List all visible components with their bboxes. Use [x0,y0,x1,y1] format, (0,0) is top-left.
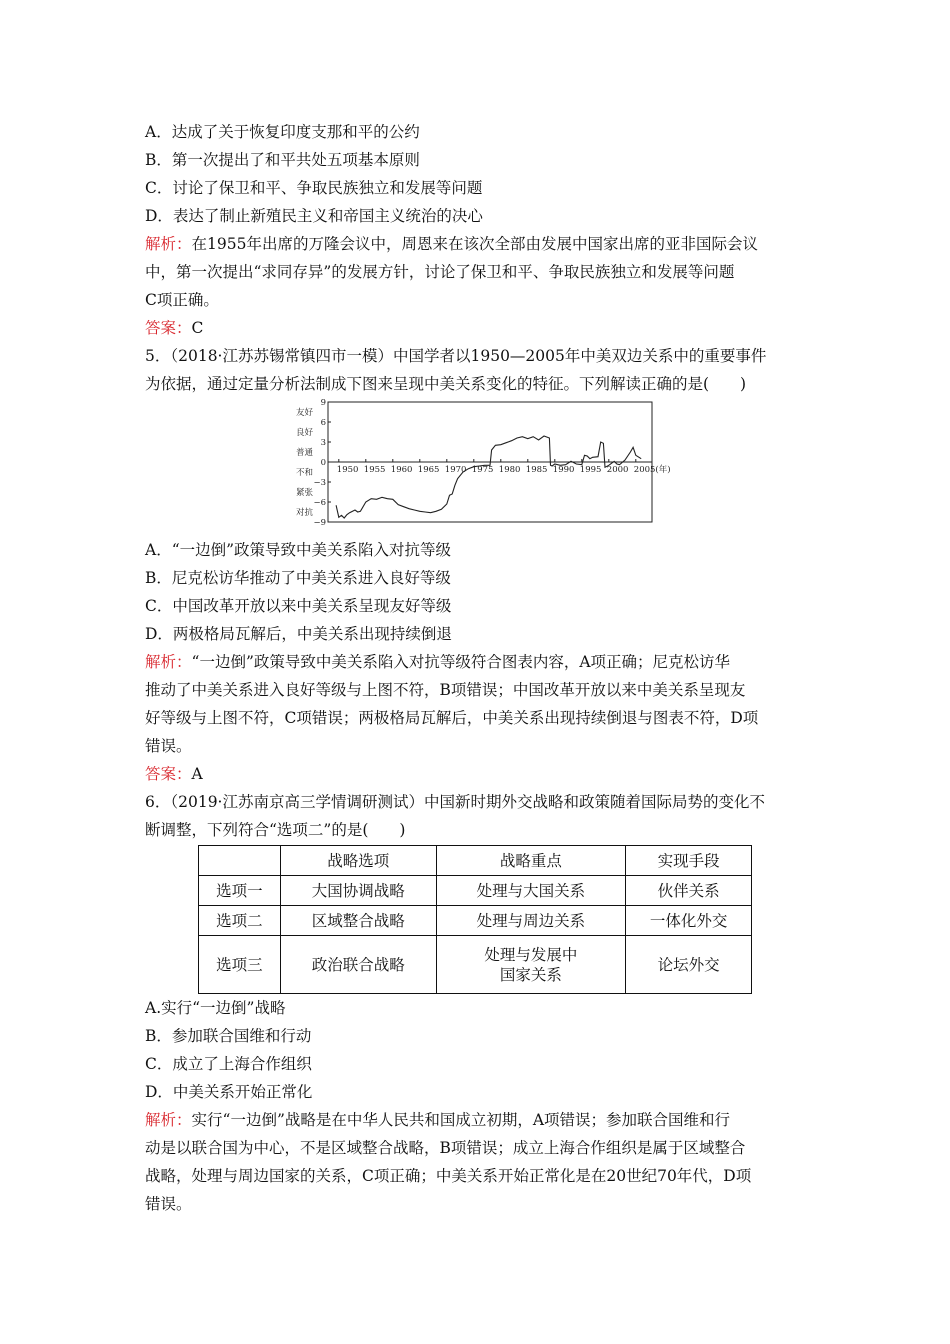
x-tick-label: 1965 [417,465,440,475]
q4-analysis-line-2: 中，第一次提出“求同存异”的发展方针，讨论了保卫和平、争取民族独立和发展等问题 [145,263,735,281]
table-cell: 大国协调战略 [280,876,436,906]
q4-analysis-text-1: 在1955年出席的万隆会议中，周恩来在该次全部由发展中国家出席的亚非国际会议 [191,235,758,253]
q6-option-b: B．参加联合国维和行动 [145,1027,312,1045]
q6-analysis-line-2: 动是以联合国为中心，不是区域整合战略，B项错误；成立上海合作组织是属于区域整合 [145,1139,746,1157]
q4-answer-label: 答案： [145,319,192,337]
q5-analysis-line-4: 错误。 [145,737,192,755]
q6-stem-line-2: 断调整，下列符合“选项二”的是( ) [145,821,406,839]
q5-analysis-line-1 [145,652,730,672]
q6-stem-line-1: 6．（2019·江苏南京高三学情调研测试）中国新时期外交战略和政策随着国际局势的变化不 [145,793,765,811]
q4-option-a: A．达成了关于恢复印度支那和平的公约 [145,123,420,141]
x-tick-label: 1990 [552,465,575,475]
level-label: 不和 [296,468,314,478]
q6-analysis-label: 解析： [145,1111,192,1129]
table-cell: 政治联合战略 [280,936,436,994]
q6-analysis-text-1: 实行“一边倒”战略是在中华人民共和国成立初期，A项错误；参加联合国维和行 [191,1111,731,1129]
q4-answer-value: C [191,319,204,337]
table-header-cell: 战略选项 [280,846,436,876]
table-cell: 处理与周边关系 [436,906,626,936]
y-tick-label: 3 [320,438,326,448]
table-row [199,876,752,906]
q4-option-d: D．表达了制止新殖民主义和帝国主义统治的决心 [145,207,483,225]
table-cell-line: 处理与发展中 [484,945,578,964]
x-tick-label: 1960 [390,465,413,475]
q5-option-a: A．“一边倒”政策导致中美关系陷入对抗等级 [145,541,452,559]
y-tick-label: 6 [320,418,326,428]
q6-analysis-line-1 [145,1110,730,1130]
q4-analysis-line-3: C项正确。 [145,291,219,309]
q4-answer [145,318,203,338]
q5-answer [145,764,203,784]
q5-analysis-line-2: 推动了中美关系进入良好等级与上图不符，B项错误；中国改革开放以来中美关系呈现友 [145,681,746,699]
level-label: 友好 [296,408,314,418]
table-cell: 区域整合战略 [280,906,436,936]
table-cell: 选项二 [199,906,281,936]
x-tick-label: 1970 [444,465,467,475]
y-tick-label: −6 [313,498,326,508]
x-tick-label: 1975 [471,465,494,475]
level-label: 紧张 [296,488,314,498]
q5-analysis-label: 解析： [145,653,192,671]
table-header-cell: 实现手段 [626,846,752,876]
x-tick-label: 1950 [336,465,359,475]
q4-option-b: B．第一次提出了和平共处五项基本原则 [145,151,420,169]
x-tick-label: 2005(年) [633,465,671,475]
table-cell: 一体化外交 [626,906,752,936]
q6-option-d: D．中美关系开始正常化 [145,1083,313,1101]
q4-option-c: C．讨论了保卫和平、争取民族独立和发展等问题 [145,179,483,197]
relations-line [336,436,641,518]
q5-stem-line-1: 5．（2018·江苏苏锡常镇四市一模）中国学者以1950—2005年中美双边关系中的重要事件 [145,347,767,365]
table-cell: 论坛外交 [626,936,752,994]
y-tick-label: 9 [320,398,326,408]
table-row [199,906,752,936]
q5-option-d: D．两极格局瓦解后，中美关系出现持续倒退 [145,625,452,643]
q6-option-c: C．成立了上海合作组织 [145,1055,312,1073]
x-tick-label: 1995 [579,465,602,475]
table-cell-line: 国家关系 [499,965,562,984]
q5-analysis-line-3: 好等级与上图不符，C项错误；两极格局瓦解后，中美关系出现持续倒退与图表不符，D项 [145,709,759,727]
x-tick-label: 1980 [498,465,521,475]
level-label: 普通 [296,448,314,458]
q6-option-a: A.实行“一边倒”战略 [145,999,286,1017]
q5-option-b: B．尼克松访华推动了中美关系进入良好等级 [145,569,451,587]
level-label: 良好 [296,428,314,438]
table-cell: 选项三 [199,936,281,994]
table-header-row [199,846,752,876]
q5-stem-line-2: 为依据，通过定量分析法制成下图来呈现中美关系变化的特征。下列解读正确的是( ) [145,375,747,393]
q6-analysis-line-3: 战略，处理与周边国家的关系，C项正确；中美关系开始正常化是在20世纪70年代，D项 [145,1167,752,1185]
level-label: 对抗 [296,508,314,518]
table-header-cell: 战略重点 [436,846,626,876]
table-cell: 伙伴关系 [626,876,752,906]
x-tick-label: 2000 [606,465,629,475]
table-row [199,936,752,994]
x-tick-label: 1985 [525,465,548,475]
q5-answer-value: A [191,765,203,783]
q5-analysis-text-1: “一边倒”政策导致中美关系陷入对抗等级符合图表内容，A项正确；尼克松访华 [191,653,731,671]
q5-answer-label: 答案： [145,765,192,783]
q5-option-c: C．中国改革开放以来中美关系呈现友好等级 [145,597,452,615]
sino-us-relations-chart [290,398,671,533]
y-tick-label: 0 [320,458,326,468]
table-cell [436,936,626,994]
table-cell: 选项一 [199,876,281,906]
x-tick-label: 1955 [363,465,386,475]
table-cell: 处理与大国关系 [436,876,626,906]
q4-analysis-label: 解析： [145,235,192,253]
y-tick-label: −9 [313,518,326,528]
q6-analysis-line-4: 错误。 [145,1195,192,1213]
strategy-table [198,845,752,994]
table-header-cell [199,846,281,876]
q4-analysis-line-1 [145,234,758,254]
y-tick-label: −3 [313,478,326,488]
